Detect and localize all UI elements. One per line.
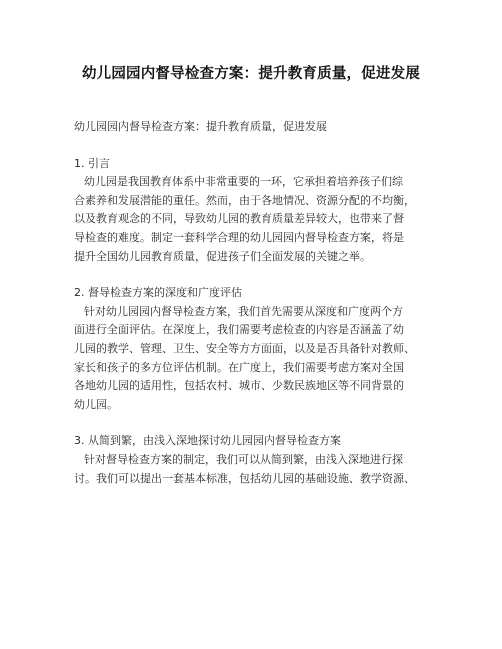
section-heading: 1. 引言 [74,156,110,170]
paragraph-line: 儿园的教学、管理、卫生、安全等方方面面，以及是否具备针对教师、 [74,341,415,355]
paragraph-line: 幼儿园是我国教育体系中非常重要的一环，它承担着培养孩子们综 [84,175,403,189]
paragraph-line: 合素养和发展潜能的重任。然而，由于各地情况、资源分配的不均衡， [74,193,415,207]
document-subtitle: 幼儿园园内督导检查方案：提升教育质量，促进发展 [74,120,327,133]
paragraph-line: 针对幼儿园园内督导检查方案，我们首先需要从深度和广度两个方 [84,304,403,318]
paragraph-line: 提升全国幼儿园教育质量，促进孩子们全面发展的关键之举。 [74,249,371,263]
section-heading: 2. 督导检查方案的深度和广度评估 [74,286,242,300]
paragraph-line: 以及教育观念的不同，导致幼儿园的教育质量差异较大，也带来了督 [74,212,404,226]
section-exploration [74,432,434,488]
paragraph-line: 针对督导检查方案的制定，我们可以从简到繁，由浅入深地进行探 [84,452,403,466]
section-evaluation [74,284,434,414]
document-title: 幼儿园园内督导检查方案：提升教育质量，促进发展 [81,66,421,82]
document-body [74,118,434,506]
paragraph-line: 幼儿园。 [74,397,118,411]
section-heading: 3. 从简到繁，由浅入深地探讨幼儿园园内督导检查方案 [74,434,341,448]
paragraph-line: 讨。我们可以提出一套基本标准，包括幼儿园的基础设施、教学资源、 [74,471,415,485]
paragraph-line: 各地幼儿园的适用性，包括农村、城市、少数民族地区等不同背景的 [74,379,404,393]
paragraph-line: 家长和孩子的多方位评估机制。在广度上，我们需要考虑方案对全国 [74,360,404,374]
paragraph-line: 导检查的难度。制定一套科学合理的幼儿园园内督导检查方案，将是 [74,230,404,244]
paragraph-line: 面进行全面评估。在深度上，我们需要考虑检查的内容是否涵盖了幼 [74,323,404,337]
section-introduction [74,155,434,267]
